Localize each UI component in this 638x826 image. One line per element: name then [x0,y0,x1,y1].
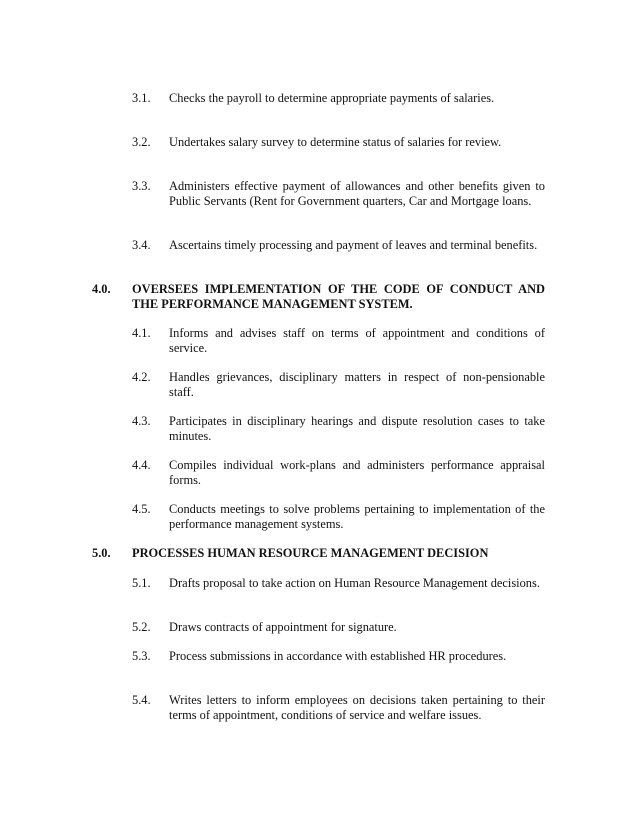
item-number: 4.4. [132,458,151,472]
item-text: Administers effective payment of allowances and other benefits given to Public Servants (Rent for Government quarters, Car and Mortgage loans. [169,179,545,208]
section-title: OVERSEES IMPLEMENTATION OF THE CODE OF CONDUCT AND THE PERFORMANCE MANAGEMENT SYSTEM. [132,282,545,311]
section-number: 5.0. [92,546,111,560]
item-text: Checks the payroll to determine appropriate payments of salaries. [169,91,495,105]
item-text: Handles grievances, disciplinary matters in respect of non-pensionable staff. [169,370,545,399]
section-number: 4.0. [92,282,111,296]
item-number: 5.2. [132,620,151,634]
item-text: Process submissions in accordance with established HR procedures. [169,649,507,663]
item-text: Informs and advises staff on terms of appointment and conditions of service. [169,326,545,355]
item-number: 3.2. [132,135,151,149]
item-number: 4.1. [132,326,151,340]
item-text: Writes letters to inform employees on decisions taken pertaining to their terms of appointment, conditions of service and welfare issues. [169,693,545,722]
item-number: 5.1. [132,576,151,590]
item-text: Ascertains timely processing and payment of leaves and terminal benefits. [169,238,538,252]
item-number: 5.4. [132,693,151,707]
item-text: Drafts proposal to take action on Human Resource Management decisions. [169,576,540,590]
item-text: Undertakes salary survey to determine status of salaries for review. [169,135,502,149]
item-text: Draws contracts of appointment for signature. [169,620,397,634]
item-number: 3.3. [132,179,151,193]
item-text: Conducts meetings to solve problems pertaining to implementation of the performance management systems. [169,502,545,531]
item-number: 3.1. [132,91,151,105]
item-number: 4.3. [132,414,151,428]
item-text: Compiles individual work-plans and administers performance appraisal forms. [169,458,545,487]
item-number: 5.3. [132,649,151,663]
item-number: 4.2. [132,370,151,384]
item-text: Participates in disciplinary hearings and dispute resolution cases to take minutes. [169,414,545,443]
item-number: 4.5. [132,502,151,516]
section-title: PROCESSES HUMAN RESOURCE MANAGEMENT DECISION [132,546,489,560]
item-number: 3.4. [132,238,151,252]
